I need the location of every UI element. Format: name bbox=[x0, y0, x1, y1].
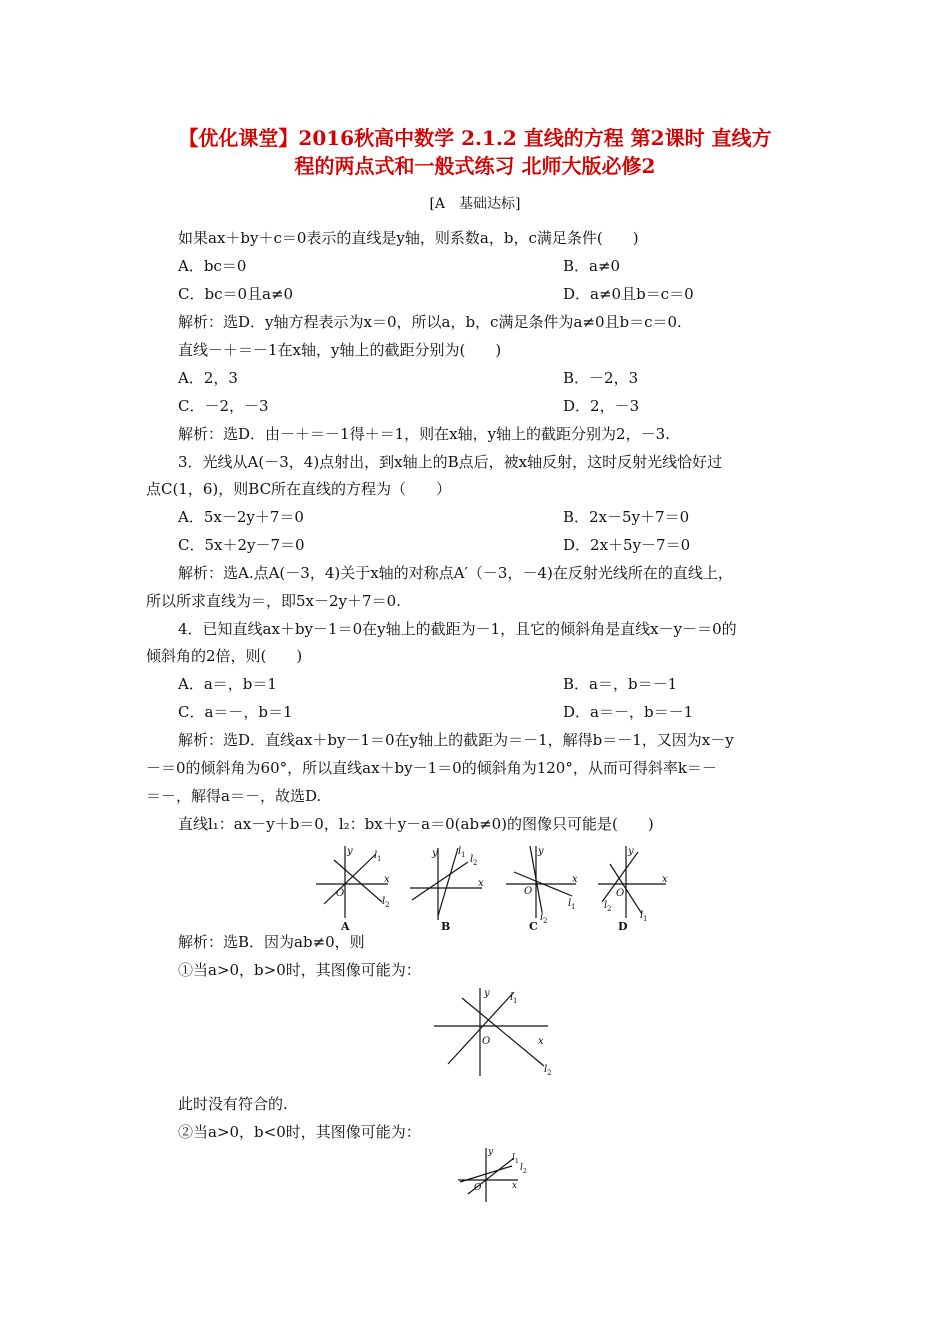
fig-b-y-label: y bbox=[432, 848, 438, 859]
fig-b-caption: B bbox=[441, 920, 451, 933]
fig-b-line-l1 bbox=[412, 862, 468, 900]
fig-a-l1-label: l bbox=[374, 850, 378, 861]
q1-analysis: 解析：选D．y轴方程表示为x＝0，所以a，b，c满足条件为a≠0且b＝c＝0. bbox=[178, 313, 682, 331]
q2-option-d: D．2，－3 bbox=[563, 397, 640, 415]
fig-c-y-label: y bbox=[538, 846, 544, 857]
q1-stem: 如果ax＋by＋c＝0表示的直线是y轴，则系数a，b，c满足条件( ) bbox=[178, 229, 639, 247]
q1-option-b: B．a≠0 bbox=[563, 257, 621, 275]
fig-a-origin: O bbox=[336, 888, 345, 899]
document-title-line-1: 【优化课堂】2016秋高中数学 2.1.2 直线的方程 第2课时 直线方 bbox=[178, 126, 772, 150]
fig-d-l1-label: l bbox=[640, 910, 644, 921]
q2-analysis: 解析：选D．由－＋＝－1得＋＝1，则在x轴，y轴上的截距分别为2，－3. bbox=[178, 425, 670, 443]
document-title-line-2: 程的两点式和一般式练习 北师大版必修2 bbox=[294, 154, 656, 178]
fig-a-line-l1 bbox=[324, 854, 376, 904]
fig-a-caption: A bbox=[341, 920, 350, 933]
case-1-l1-sub: 1 bbox=[513, 997, 518, 1005]
case-2-x-label: x bbox=[512, 1181, 518, 1191]
fig-d-l1-sub: 1 bbox=[643, 915, 648, 923]
q4-analysis-line-3: ＝－，解得a＝－，故选D. bbox=[146, 787, 322, 805]
fig-c-l2-label: l bbox=[540, 912, 544, 923]
fig-c-origin: O bbox=[524, 886, 533, 897]
q2-option-b: B．－2，3 bbox=[563, 369, 639, 387]
fig-b-l2-sub: 2 bbox=[473, 859, 478, 867]
case-1-figure bbox=[430, 984, 560, 1080]
q3-option-c: C．5x＋2y－7＝0 bbox=[178, 536, 305, 554]
q4-analysis-line-2: －＝0的倾斜角为60°，所以直线ax＋by－1＝0的倾斜角为120°，从而可得斜率k＝－ bbox=[146, 759, 717, 777]
q1-option-c: C．bc＝0且a≠0 bbox=[178, 285, 294, 303]
fig-d-caption: D bbox=[618, 920, 628, 933]
q5-stem: 直线l₁：ax－y＋b＝0，l₂：bx＋y－a＝0(ab≠0)的图像只可能是( ) bbox=[178, 815, 654, 833]
q4-option-a: A．a＝，b＝1 bbox=[178, 675, 277, 693]
q3-analysis-line-1: 解析：选A.点A(－3，4)关于x轴的对称点A′（－3，－4)在反射光线所在的直线上， bbox=[178, 564, 733, 582]
fig-a-l2-label: l bbox=[382, 896, 386, 907]
fig-d-l2-sub: 2 bbox=[607, 905, 612, 913]
fig-c-x-label: x bbox=[572, 874, 578, 885]
q2-option-c: C．－2，－3 bbox=[178, 397, 269, 415]
q5-case-1-note: 此时没有符合的. bbox=[178, 1095, 288, 1113]
q2-stem: 直线－＋＝－1在x轴，y轴上的截距分别为( ) bbox=[178, 341, 502, 359]
case-1-l2-sub: 2 bbox=[547, 1069, 552, 1077]
section-header: [A 基础达标] bbox=[429, 196, 521, 212]
fig-b-line-l2 bbox=[438, 848, 458, 916]
fig-d-x-label: x bbox=[662, 874, 668, 885]
fig-d-l2-label: l bbox=[604, 900, 608, 911]
case-1-l1-label: l bbox=[510, 992, 514, 1003]
case-1-line-l1 bbox=[448, 992, 514, 1064]
fig-a-x-label: x bbox=[384, 874, 390, 885]
case-2-l1-sub: 1 bbox=[515, 1158, 519, 1165]
fig-c-l1-sub: 1 bbox=[571, 903, 576, 911]
q1-option-a: A．bc＝0 bbox=[178, 257, 247, 275]
q1-option-d: D．a≠0且b＝c＝0 bbox=[563, 285, 694, 303]
q5-case-1: ①当a>0，b>0时，其图像可能为： bbox=[178, 961, 421, 979]
fig-b-l1-label: l bbox=[458, 846, 462, 857]
q5-option-figures bbox=[310, 842, 670, 934]
case-2-origin: O bbox=[474, 1183, 482, 1193]
q3-option-a: A．5x－2y＋7＝0 bbox=[178, 508, 304, 526]
case-1-x-label: x bbox=[538, 1036, 544, 1047]
q5-analysis: 解析：选B．因为ab≠0，则 bbox=[178, 933, 365, 951]
q4-stem-line-2: 倾斜角的2倍，则( ) bbox=[146, 647, 303, 665]
case-1-line-l2 bbox=[462, 998, 544, 1066]
fig-c-l2-sub: 2 bbox=[543, 917, 548, 925]
fig-c-caption: C bbox=[529, 920, 538, 933]
q4-analysis-line-1: 解析：选D．直线ax＋by－1＝0在y轴上的截距为＝－1，解得b＝－1，又因为x－y bbox=[178, 731, 734, 749]
q5-case-2: ②当a>0，b<0时，其图像可能为： bbox=[178, 1123, 421, 1141]
q2-option-a: A．2，3 bbox=[178, 369, 238, 387]
fig-c-l1-label: l bbox=[568, 898, 572, 909]
case-1-y-label: y bbox=[484, 988, 490, 999]
q4-option-c: C．a＝－，b＝1 bbox=[178, 703, 293, 721]
case-1-l2-label: l bbox=[544, 1064, 548, 1075]
q3-option-b: B．2x－5y＋7＝0 bbox=[563, 508, 690, 526]
fig-d-y-label: y bbox=[628, 846, 634, 857]
case-2-l2-label: l bbox=[520, 1163, 523, 1173]
case-2-l1-label: l bbox=[512, 1153, 515, 1163]
q4-option-b: B．a＝，b＝－1 bbox=[563, 675, 678, 693]
fig-a-l2-sub: 2 bbox=[385, 901, 390, 909]
q4-stem-line-1: 4．已知直线ax＋by－1＝0在y轴上的截距为－1，且它的倾斜角是直线x－y－＝0的 bbox=[178, 620, 737, 638]
q3-stem-line-2: 点C(1，6)，则BC所在直线的方程为（ ） bbox=[146, 480, 452, 498]
q3-analysis-line-2: 所以所求直线为＝，即5x－2y＋7＝0. bbox=[146, 592, 401, 610]
fig-b-l2-label: l bbox=[470, 854, 474, 865]
case-2-l2-sub: 2 bbox=[523, 1168, 527, 1175]
q4-option-d: D．a＝－，b＝－1 bbox=[563, 703, 694, 721]
fig-b-x-label: x bbox=[478, 878, 484, 889]
case-2-y-label: y bbox=[488, 1147, 494, 1157]
case-2-figure bbox=[456, 1144, 536, 1206]
fig-d-origin: O bbox=[616, 888, 625, 899]
case-1-origin: O bbox=[482, 1036, 491, 1047]
fig-a-y-label: y bbox=[347, 846, 353, 857]
q3-option-d: D．2x＋5y－7＝0 bbox=[563, 536, 691, 554]
q3-stem-line-1: 3．光线从A(－3，4)点射出，到x轴上的B点后，被x轴反射，这时反射光线恰好过 bbox=[178, 453, 723, 471]
fig-a-l1-sub: 1 bbox=[377, 855, 382, 863]
fig-b-l1-sub: 1 bbox=[461, 851, 466, 859]
